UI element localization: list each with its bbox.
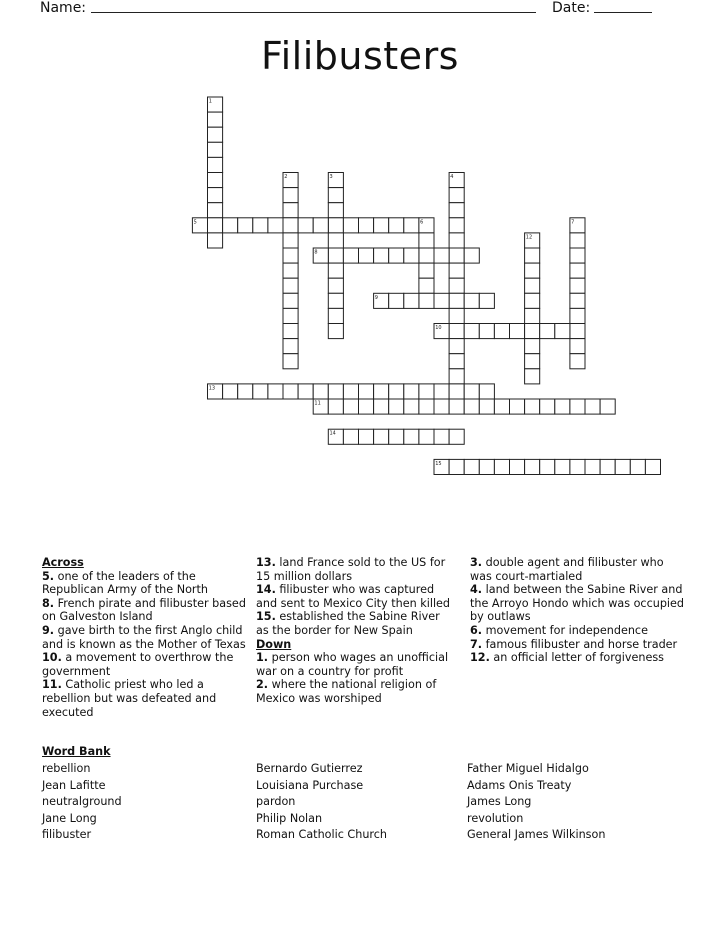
grid-cell[interactable] bbox=[570, 324, 585, 339]
down-clue bbox=[470, 583, 685, 624]
grid-cell[interactable] bbox=[208, 127, 223, 142]
grid-cell[interactable] bbox=[283, 248, 298, 263]
grid-cell[interactable] bbox=[298, 218, 313, 233]
word-bank-heading: Word Bank bbox=[42, 745, 111, 758]
grid-cell[interactable] bbox=[570, 293, 585, 308]
word-bank-item: James Long bbox=[467, 795, 532, 808]
down-clue-number: 1. bbox=[256, 651, 269, 665]
grid-cell[interactable] bbox=[343, 429, 358, 444]
grid-cell[interactable] bbox=[525, 324, 540, 339]
word-bank-item: neutralground bbox=[42, 795, 122, 808]
grid-cell[interactable] bbox=[283, 308, 298, 323]
grid-cell[interactable] bbox=[419, 263, 434, 278]
grid-cell[interactable] bbox=[449, 459, 464, 474]
down-clue bbox=[470, 651, 685, 665]
grid-cell[interactable] bbox=[283, 233, 298, 248]
grid-cell[interactable] bbox=[479, 459, 494, 474]
grid-cell[interactable] bbox=[389, 218, 404, 233]
grid-cell[interactable] bbox=[449, 263, 464, 278]
grid-cell[interactable] bbox=[328, 399, 343, 414]
grid-cell[interactable] bbox=[449, 339, 464, 354]
grid-cell[interactable] bbox=[328, 218, 343, 233]
across-clue-text: filibuster who was captured and sent to Mexico City then killed bbox=[256, 583, 451, 610]
grid-cell[interactable] bbox=[328, 263, 343, 278]
grid-cell[interactable] bbox=[313, 384, 328, 399]
word-bank-item: Father Miguel Hidalgo bbox=[467, 762, 589, 775]
grid-cell[interactable] bbox=[283, 218, 298, 233]
word-bank-column-2 bbox=[256, 761, 387, 844]
grid-cell[interactable] bbox=[464, 324, 479, 339]
grid-cell[interactable] bbox=[525, 399, 540, 414]
grid-cell[interactable] bbox=[434, 384, 449, 399]
grid-cell[interactable] bbox=[404, 429, 419, 444]
down-clue-text: movement for independence bbox=[482, 623, 648, 637]
grid-cell[interactable] bbox=[208, 218, 223, 233]
grid-cell[interactable] bbox=[479, 399, 494, 414]
grid-cell[interactable] bbox=[449, 399, 464, 414]
grid-cell[interactable] bbox=[585, 399, 600, 414]
across-clue-number: 10. bbox=[42, 651, 62, 665]
clue-number-4: 4 bbox=[450, 174, 454, 180]
clue-number-12: 12 bbox=[525, 234, 533, 241]
grid-cell[interactable] bbox=[374, 384, 389, 399]
grid-cell[interactable] bbox=[449, 203, 464, 218]
across-clue-text: Catholic priest who led a rebellion but was defeated and executed bbox=[42, 678, 217, 719]
grid-cell[interactable] bbox=[238, 384, 253, 399]
across-clue-text: a movement to overthrow the government bbox=[42, 651, 234, 678]
word-bank-item: Jane Long bbox=[42, 811, 97, 825]
grid-cell[interactable] bbox=[449, 218, 464, 233]
grid-cell[interactable] bbox=[223, 384, 238, 399]
grid-cell[interactable] bbox=[525, 308, 540, 323]
clue-number-14: 14 bbox=[329, 430, 336, 437]
clue-number-10: 10 bbox=[435, 325, 442, 331]
clue-column-1 bbox=[42, 556, 247, 719]
grid-cell[interactable] bbox=[419, 233, 434, 248]
grid-cell[interactable] bbox=[434, 248, 449, 263]
down-clue-text: where the national religion of Mexico was worshiped bbox=[256, 678, 437, 705]
word-bank-item: revolution bbox=[467, 811, 524, 825]
across-clue-number: 15. bbox=[256, 610, 276, 624]
across-clue bbox=[42, 597, 247, 624]
grid-cell[interactable] bbox=[464, 399, 479, 414]
grid-cell[interactable] bbox=[208, 233, 223, 248]
word-bank-item: rebellion bbox=[42, 762, 91, 775]
down-clue-number: 6. bbox=[470, 623, 483, 637]
name-label: Name: bbox=[40, 0, 87, 16]
grid-cell[interactable] bbox=[374, 248, 389, 263]
down-clue-number: 7. bbox=[470, 637, 483, 651]
clue-column-2 bbox=[256, 556, 451, 706]
grid-cell[interactable] bbox=[449, 429, 464, 444]
grid-cell[interactable] bbox=[449, 278, 464, 293]
across-clue bbox=[256, 610, 451, 637]
across-clue-text: gave birth to the first Anglo child and is known as the Mother of Texas bbox=[42, 623, 246, 651]
grid-cell[interactable] bbox=[283, 203, 298, 218]
grid-cell[interactable] bbox=[283, 263, 298, 278]
grid-cell[interactable] bbox=[359, 218, 374, 233]
grid-cell[interactable] bbox=[283, 339, 298, 354]
grid-cell[interactable] bbox=[343, 384, 358, 399]
grid-cell[interactable] bbox=[645, 459, 660, 474]
grid-cell[interactable] bbox=[389, 248, 404, 263]
grid-cell[interactable] bbox=[328, 293, 343, 308]
grid-cell[interactable] bbox=[328, 188, 343, 203]
word-bank-item: Philip Nolan bbox=[256, 811, 323, 825]
grid-cell[interactable] bbox=[479, 384, 494, 399]
across-clue-number: 11. bbox=[42, 678, 62, 692]
grid-cell[interactable] bbox=[374, 429, 389, 444]
down-clue-number: 2. bbox=[256, 678, 269, 692]
grid-cell[interactable] bbox=[449, 354, 464, 369]
grid-cell[interactable] bbox=[615, 459, 630, 474]
grid-cell[interactable] bbox=[313, 218, 328, 233]
grid-cell[interactable] bbox=[600, 399, 615, 414]
across-clue-text: French pirate and filibuster based on Galveston Island bbox=[42, 596, 246, 624]
across-clue bbox=[42, 570, 247, 597]
grid-cell[interactable] bbox=[494, 324, 509, 339]
grid-cell[interactable] bbox=[389, 293, 404, 308]
grid-cell[interactable] bbox=[374, 399, 389, 414]
grid-cell[interactable] bbox=[570, 278, 585, 293]
across-clue-number: 13. bbox=[256, 556, 276, 569]
grid-cell[interactable] bbox=[570, 339, 585, 354]
across-clue-text: established the Sabine River as the border for New Spain bbox=[256, 610, 440, 637]
down-clue-number: 4. bbox=[470, 583, 483, 597]
grid-cell[interactable] bbox=[540, 324, 555, 339]
down-clue-text: land between the Sabine River and the Arroyo Hondo which was occupied by outlaws bbox=[470, 583, 685, 624]
grid-cell[interactable] bbox=[298, 384, 313, 399]
grid-cell[interactable] bbox=[328, 203, 343, 218]
clue-number-5: 5 bbox=[193, 219, 197, 226]
clue-number-8: 8 bbox=[314, 249, 318, 256]
clue-number-9: 9 bbox=[374, 294, 378, 301]
grid-cell[interactable] bbox=[253, 384, 268, 399]
word-bank-column-3 bbox=[467, 761, 605, 844]
across-clue-number: 8. bbox=[42, 596, 55, 610]
grid-cell[interactable] bbox=[585, 459, 600, 474]
word-bank-item: General James Wilkinson bbox=[467, 828, 606, 841]
grid-cell[interactable] bbox=[434, 293, 449, 308]
clue-number-6: 6 bbox=[420, 219, 424, 226]
grid-cell[interactable] bbox=[404, 399, 419, 414]
clue-number-13: 13 bbox=[208, 385, 216, 392]
grid-cell[interactable] bbox=[359, 248, 374, 263]
grid-cell[interactable] bbox=[525, 278, 540, 293]
grid-cell[interactable] bbox=[555, 459, 570, 474]
grid-cell[interactable] bbox=[419, 384, 434, 399]
date-label: Date: bbox=[552, 0, 591, 16]
grid-cell[interactable] bbox=[570, 263, 585, 278]
grid-cell[interactable] bbox=[328, 324, 343, 339]
grid-cell[interactable] bbox=[328, 233, 343, 248]
grid-cell[interactable] bbox=[208, 142, 223, 157]
grid-cell[interactable] bbox=[570, 354, 585, 369]
grid-cell[interactable] bbox=[510, 459, 525, 474]
grid-cell[interactable] bbox=[525, 339, 540, 354]
down-clue-text: famous filibuster and horse trader bbox=[482, 637, 678, 651]
across-clue-text: land France sold to the US for 15 million dollars bbox=[256, 556, 446, 583]
grid-cell[interactable] bbox=[268, 384, 283, 399]
grid-cell[interactable] bbox=[404, 293, 419, 308]
grid-cell[interactable] bbox=[419, 399, 434, 414]
grid-cell[interactable] bbox=[449, 384, 464, 399]
grid-cell[interactable] bbox=[419, 278, 434, 293]
grid-cell[interactable] bbox=[374, 218, 389, 233]
down-clue-text: an official letter of forgiveness bbox=[489, 651, 664, 665]
clue-number-15: 15 bbox=[435, 460, 442, 467]
grid-cell[interactable] bbox=[555, 399, 570, 414]
grid-cell[interactable] bbox=[238, 218, 253, 233]
down-clue bbox=[470, 556, 685, 583]
grid-cell[interactable] bbox=[328, 248, 343, 263]
grid-cell[interactable] bbox=[630, 459, 645, 474]
grid-cell[interactable] bbox=[208, 203, 223, 218]
word-bank-item: Adams Onis Treaty bbox=[467, 778, 572, 792]
across-heading: Across bbox=[42, 556, 84, 569]
grid-cell[interactable] bbox=[449, 293, 464, 308]
grid-cell[interactable] bbox=[208, 173, 223, 188]
grid-cell[interactable] bbox=[268, 218, 283, 233]
grid-cell[interactable] bbox=[328, 308, 343, 323]
clue-number-11: 11 bbox=[314, 400, 321, 407]
grid-cell[interactable] bbox=[570, 399, 585, 414]
grid-cell[interactable] bbox=[464, 384, 479, 399]
grid-cell[interactable] bbox=[208, 112, 223, 127]
page-title: Filibusters bbox=[261, 34, 459, 78]
grid-cell[interactable] bbox=[494, 399, 509, 414]
grid-cell[interactable] bbox=[570, 248, 585, 263]
clue-number-3: 3 bbox=[329, 174, 333, 180]
grid-cell[interactable] bbox=[494, 459, 509, 474]
grid-cell[interactable] bbox=[434, 399, 449, 414]
grid-cell[interactable] bbox=[525, 293, 540, 308]
grid-cell[interactable] bbox=[525, 354, 540, 369]
grid-cell[interactable] bbox=[479, 293, 494, 308]
word-bank-item: filibuster bbox=[42, 828, 92, 841]
grid-cell[interactable] bbox=[404, 218, 419, 233]
grid-cell[interactable] bbox=[283, 324, 298, 339]
grid-cell[interactable] bbox=[464, 293, 479, 308]
grid-cell[interactable] bbox=[419, 248, 434, 263]
grid-cell[interactable] bbox=[449, 248, 464, 263]
grid-cell[interactable] bbox=[389, 429, 404, 444]
grid-cell[interactable] bbox=[449, 188, 464, 203]
word-bank-item: Roman Catholic Church bbox=[256, 828, 388, 841]
grid-cell[interactable] bbox=[283, 278, 298, 293]
grid-cell[interactable] bbox=[555, 324, 570, 339]
grid-cell[interactable] bbox=[223, 218, 238, 233]
clue-number-7: 7 bbox=[571, 219, 575, 226]
grid-cell[interactable] bbox=[510, 399, 525, 414]
grid-cell[interactable] bbox=[343, 248, 358, 263]
word-bank-item: Bernardo Gutierrez bbox=[256, 762, 363, 775]
grid-cell[interactable] bbox=[449, 233, 464, 248]
down-clue-number: 3. bbox=[470, 556, 483, 569]
grid-cell[interactable] bbox=[525, 369, 540, 384]
across-clue-number: 5. bbox=[42, 569, 55, 583]
grid-cell[interactable] bbox=[283, 188, 298, 203]
grid-cell[interactable] bbox=[283, 354, 298, 369]
down-clue bbox=[256, 678, 451, 705]
grid-cell[interactable] bbox=[464, 248, 479, 263]
grid-cell[interactable] bbox=[359, 399, 374, 414]
grid-cell[interactable] bbox=[525, 263, 540, 278]
across-clue bbox=[256, 583, 451, 610]
down-clue bbox=[470, 638, 685, 652]
across-clue bbox=[42, 651, 247, 678]
word-bank-item: pardon bbox=[256, 795, 296, 808]
grid-cell[interactable] bbox=[283, 293, 298, 308]
grid-cell[interactable] bbox=[359, 429, 374, 444]
across-clue-text: one of the leaders of the Republican Army of the North bbox=[42, 569, 208, 597]
across-clue bbox=[42, 624, 247, 651]
grid-cell[interactable] bbox=[283, 384, 298, 399]
grid-cell[interactable] bbox=[343, 218, 358, 233]
down-heading: Down bbox=[256, 637, 292, 651]
grid-cell[interactable] bbox=[540, 459, 555, 474]
grid-cell[interactable] bbox=[570, 459, 585, 474]
grid-cell[interactable] bbox=[540, 399, 555, 414]
grid-cell[interactable] bbox=[570, 308, 585, 323]
grid-cell[interactable] bbox=[600, 459, 615, 474]
grid-cell[interactable] bbox=[404, 248, 419, 263]
down-clue-text: double agent and filibuster who was court-martialed bbox=[470, 556, 664, 583]
grid-cell[interactable] bbox=[525, 248, 540, 263]
grid-cell[interactable] bbox=[449, 324, 464, 339]
across-clue bbox=[42, 678, 247, 719]
grid-cell[interactable] bbox=[510, 324, 525, 339]
grid-cell[interactable] bbox=[389, 399, 404, 414]
grid-cell[interactable] bbox=[419, 429, 434, 444]
grid-cell[interactable] bbox=[449, 308, 464, 323]
grid-cell[interactable] bbox=[208, 157, 223, 172]
clue-number-1: 1 bbox=[208, 98, 212, 105]
grid-cell[interactable] bbox=[328, 278, 343, 293]
grid-cell[interactable] bbox=[434, 429, 449, 444]
grid-cell[interactable] bbox=[449, 369, 464, 384]
grid-cell[interactable] bbox=[208, 188, 223, 203]
across-clue bbox=[256, 556, 451, 583]
grid-cell[interactable] bbox=[570, 233, 585, 248]
clue-column-3 bbox=[470, 556, 685, 665]
down-clue bbox=[470, 624, 685, 638]
grid-cell[interactable] bbox=[253, 218, 268, 233]
grid-cell[interactable] bbox=[343, 399, 358, 414]
across-clue-number: 9. bbox=[42, 623, 55, 637]
word-bank-column-1 bbox=[42, 761, 122, 844]
down-clue-text: person who wages an unofficial war on a country for profit bbox=[256, 651, 449, 678]
grid-cell[interactable] bbox=[419, 293, 434, 308]
grid-cell[interactable] bbox=[525, 459, 540, 474]
down-clue bbox=[256, 651, 451, 678]
clue-number-2: 2 bbox=[284, 174, 288, 180]
word-bank-item: Louisiana Purchase bbox=[256, 778, 364, 792]
grid-cell[interactable] bbox=[464, 459, 479, 474]
grid-cell[interactable] bbox=[328, 384, 343, 399]
grid-cell[interactable] bbox=[404, 384, 419, 399]
grid-cell[interactable] bbox=[389, 384, 404, 399]
grid-cell[interactable] bbox=[479, 324, 494, 339]
down-clue-number: 12. bbox=[470, 651, 490, 665]
word-bank-item: Jean Lafitte bbox=[42, 778, 106, 792]
grid-cell[interactable] bbox=[359, 384, 374, 399]
across-clue-number: 14. bbox=[256, 583, 276, 597]
